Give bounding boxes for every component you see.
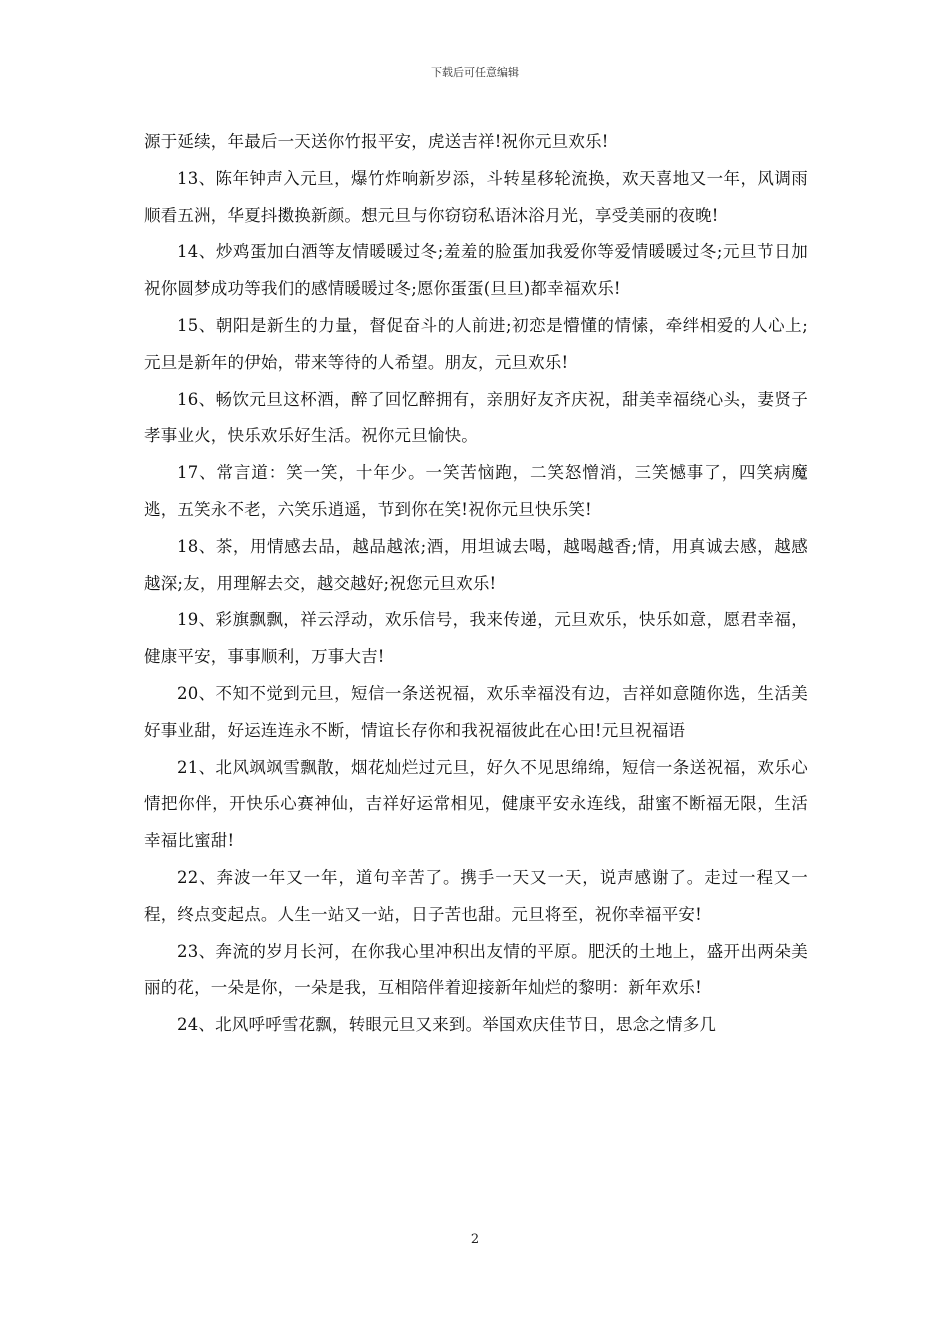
paragraph-22: 22、奔波一年又一年，道句辛苦了。携手一天又一天，说声感谢了。走过一程又一程，终点变起点。人生一站又一站，日子苦也甜。元旦将至，祝你幸福平安! bbox=[144, 867, 808, 924]
paragraph-15: 15、朝阳是新生的力量，督促奋斗的人前进;初恋是懵懂的情愫，牵绊相爱的人心上;元旦是新年的伊始，带来等待的人希望。朋友，元旦欢乐! bbox=[144, 315, 808, 372]
paragraph-continued: 源于延续，年最后一天送你竹报平安，虎送吉祥!祝你元旦欢乐! bbox=[144, 132, 609, 151]
page-header: 下载后可任意编辑 bbox=[431, 66, 519, 79]
paragraph-16: 16、畅饮元旦这杯酒，醉了回忆醉拥有，亲朋好友齐庆祝，甜美幸福绕心头，妻贤子孝事业火，快乐欢乐好生活。祝你元旦愉快。 bbox=[144, 389, 808, 446]
paragraph-17: 17、常言道：笑一笑，十年少。一笑苦恼跑，二笑怒憎消，三笑憾事了，四笑病魔逃，五笑永不老，六笑乐逍遥，节到你在笑!祝你元旦快乐笑! bbox=[144, 463, 808, 519]
paragraph-23: 23、奔流的岁月长河，在你我心里冲积出友情的平原。肥沃的土地上，盛开出两朵美丽的花，一朵是你，一朵是我，互相陪伴着迎接新年灿烂的黎明：新年欢乐! bbox=[144, 941, 808, 998]
paragraph-18: 18、茶，用情感去品，越品越浓;酒，用坦诚去喝，越喝越香;情，用真诚去感，越感越深;友，用理解去交，越交越好;祝您元旦欢乐! bbox=[144, 536, 808, 593]
paragraph-21: 21、北风飒飒雪飘散，烟花灿烂过元旦，好久不见思绵绵，短信一条送祝福，欢乐心情把你伴，开快乐心赛神仙，吉祥好运常相见，健康平安永连线，甜蜜不断福无限，生活幸福比蜜甜! bbox=[144, 757, 808, 851]
paragraph-13: 13、陈年钟声入元旦，爆竹炸响新岁添，斗转星移轮流换，欢天喜地又一年，风调雨顺看五洲，华夏抖擞换新颜。想元旦与你窃窃私语沐浴月光，享受美丽的夜晚! bbox=[144, 168, 808, 225]
document-body bbox=[144, 124, 808, 1044]
paragraph-14: 14、炒鸡蛋加白酒等友情暖暖过冬;羞羞的脸蛋加我爱你等爱情暖暖过冬;元旦节日加祝你圆梦成功等我们的感情暖暖过冬;愿你蛋蛋(旦旦)都幸福欢乐! bbox=[144, 242, 808, 299]
page-number: 2 bbox=[470, 1232, 480, 1247]
paragraph-20: 20、不知不觉到元旦，短信一条送祝福，欢乐幸福没有边，吉祥如意随你选，生活美好事业甜，好运连连永不断，情谊长存你和我祝福彼此在心田!元旦祝福语 bbox=[144, 683, 808, 740]
paragraph-24: 24、北风呼呼雪花飘，转眼元旦又来到。举国欢庆佳节日，思念之情多几 bbox=[177, 1015, 717, 1035]
paragraph-19: 19、彩旗飘飘，祥云浮动，欢乐信号，我来传递，元旦欢乐，快乐如意，愿君幸福，健康平安，事事顺利，万事大吉! bbox=[144, 610, 808, 667]
